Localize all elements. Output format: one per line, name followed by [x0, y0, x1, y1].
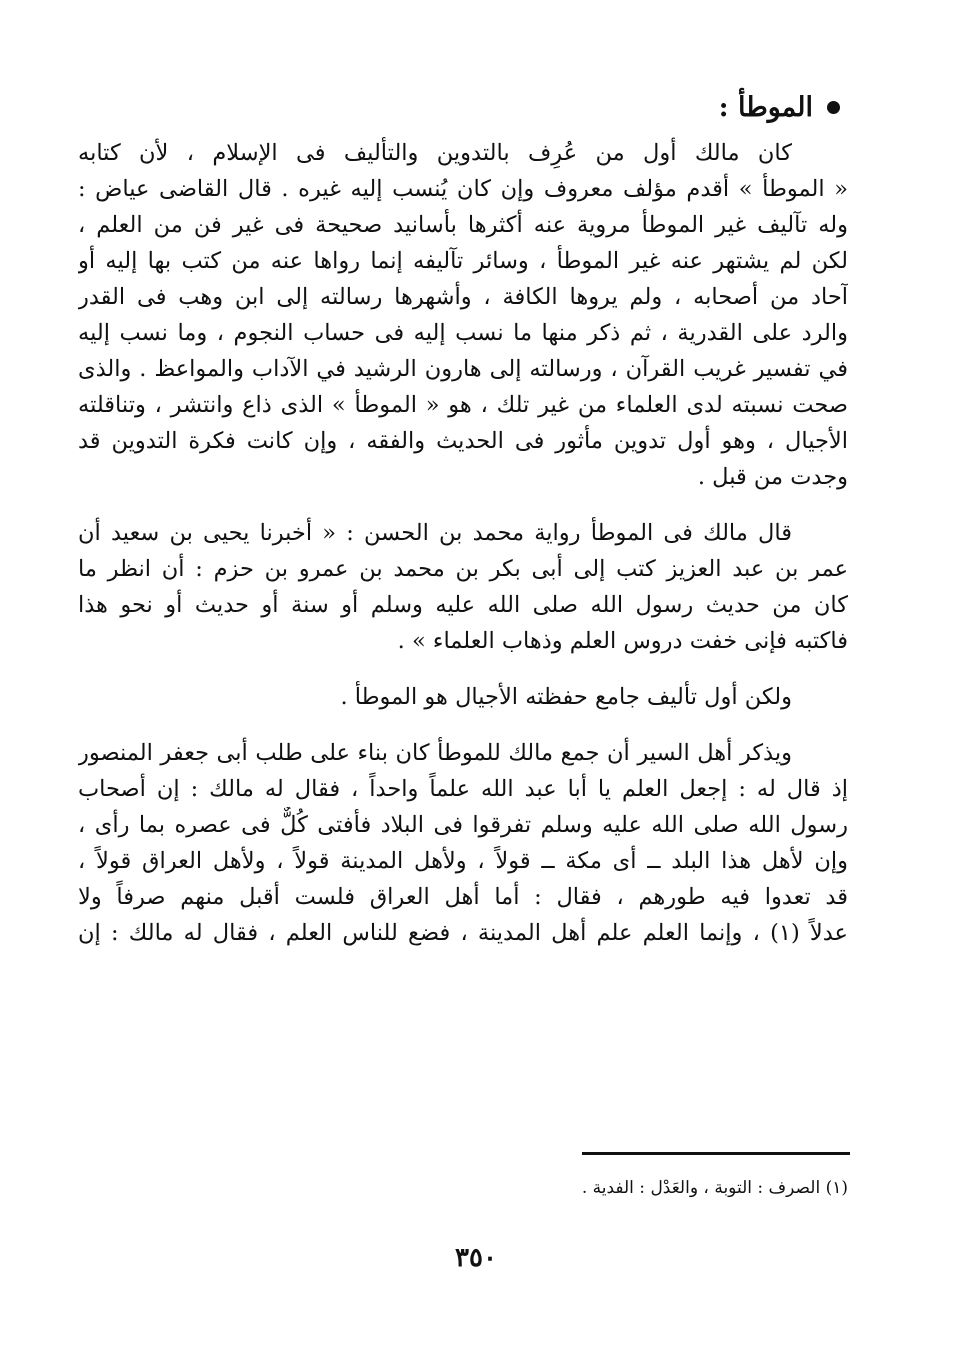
text-line: كان من حديث رسول الله صلى الله عليه وسلم أو سنة أو حديث أو نحو هذا: [78, 592, 848, 618]
page-number: ٣٥٠: [455, 1243, 497, 1273]
paragraph-4: [78, 735, 848, 951]
text-line: في تفسير غريب القرآن ، ورسالته إلى هارون الرشيد في الآداب والمواعظ . والذى: [78, 356, 848, 382]
text-line: « الموطأ » أقدم مؤلف معروف وإن كان يُنسب إليه غيره . قال القاضى عياض :: [78, 176, 848, 202]
text-line: وإن لأهل هذا البلد ــ أى مكة ــ قولاً ، ولأهل المدينة قولاً ، ولأهل العراق قولاً ،: [78, 848, 848, 874]
text-line: عدلاً (١) ، وإنما العلم علم أهل المدينة ، فضع للناس العلم ، فقال له مالك : إن: [78, 920, 848, 946]
page-body: [78, 92, 848, 971]
text-line: ويذكر أهل السير أن جمع مالك للموطأ كان بناء على طلب أبى جعفر المنصور: [78, 740, 792, 766]
section-heading: [78, 92, 848, 123]
footnote-divider: [582, 1152, 850, 1155]
text-line: الأجيال ، وهو أول تدوين مأثور فى الحديث والفقه ، وإن كانت فكرة التدوين قد: [78, 428, 848, 454]
text-line: وجدت من قبل .: [697, 464, 848, 490]
heading-text: الموطأ :: [718, 92, 813, 123]
paragraph-1: [78, 135, 848, 495]
text-line: صحت نسبته لدى العلماء من غير تلك ، هو « الموطأ » الذى ذاع وانتشر ، وتناقلته: [78, 392, 848, 418]
text-line: كان مالك أول من عُرِف بالتدوين والتأليف فى الإسلام ، لأن كتابه: [78, 140, 792, 166]
text-line: لكن لم يشتهر عنه غير الموطأ ، وسائر تآليفه إنما رواها عنه من كتب بها إليه أو: [78, 248, 848, 274]
paragraph-2: [78, 515, 848, 659]
text-line: إذ قال له : إجعل العلم يا أبا عبد الله علماً واحداً ، فقال له مالك : إن أصحاب: [78, 776, 848, 802]
text-line: عمر بن عبد العزيز كتب إلى أبى بكر بن محمد بن عمرو بن حزم : أن انظر ما: [78, 556, 848, 582]
text-line: وله تآليف غير الموطأ مروية عنه أكثرها بأسانيد صحيحة فى غير فن من العلم ،: [78, 212, 848, 238]
footnote: (١) الصرف : التوبة ، والعَدْل : الفدية .: [581, 1178, 848, 1198]
text-line: قد تعدوا فيه طورهم ، فقال : أما أهل العراق فلست أقبل منهم صرفاً ولا: [78, 884, 848, 910]
text-line: والرد على القدرية ، ثم ذكر منها ما نسب إليه فى حساب النجوم ، وما نسب إليه: [78, 320, 848, 346]
text-line: قال مالك فى الموطأ رواية محمد بن الحسن : « أخبرنا يحيى بن سعيد أن: [78, 520, 792, 546]
text-line: ولكن أول تأليف جامع حفظته الأجيال هو الموطأ .: [340, 684, 792, 710]
text-line: آحاد من أصحابه ، ولم يروها الكافة ، وأشهرها رسالته إلى ابن وهب فى القدر: [78, 284, 848, 310]
bullet-icon: [827, 101, 840, 114]
text-line: فاكتبه فإنى خفت دروس العلم وذهاب العلماء » .: [397, 628, 848, 654]
text-line: رسول الله صلى الله عليه وسلم تفرقوا فى البلاد فأفتى كُلٌّ فى عصره بما رأى ،: [78, 812, 848, 838]
paragraph-3: [78, 679, 848, 715]
